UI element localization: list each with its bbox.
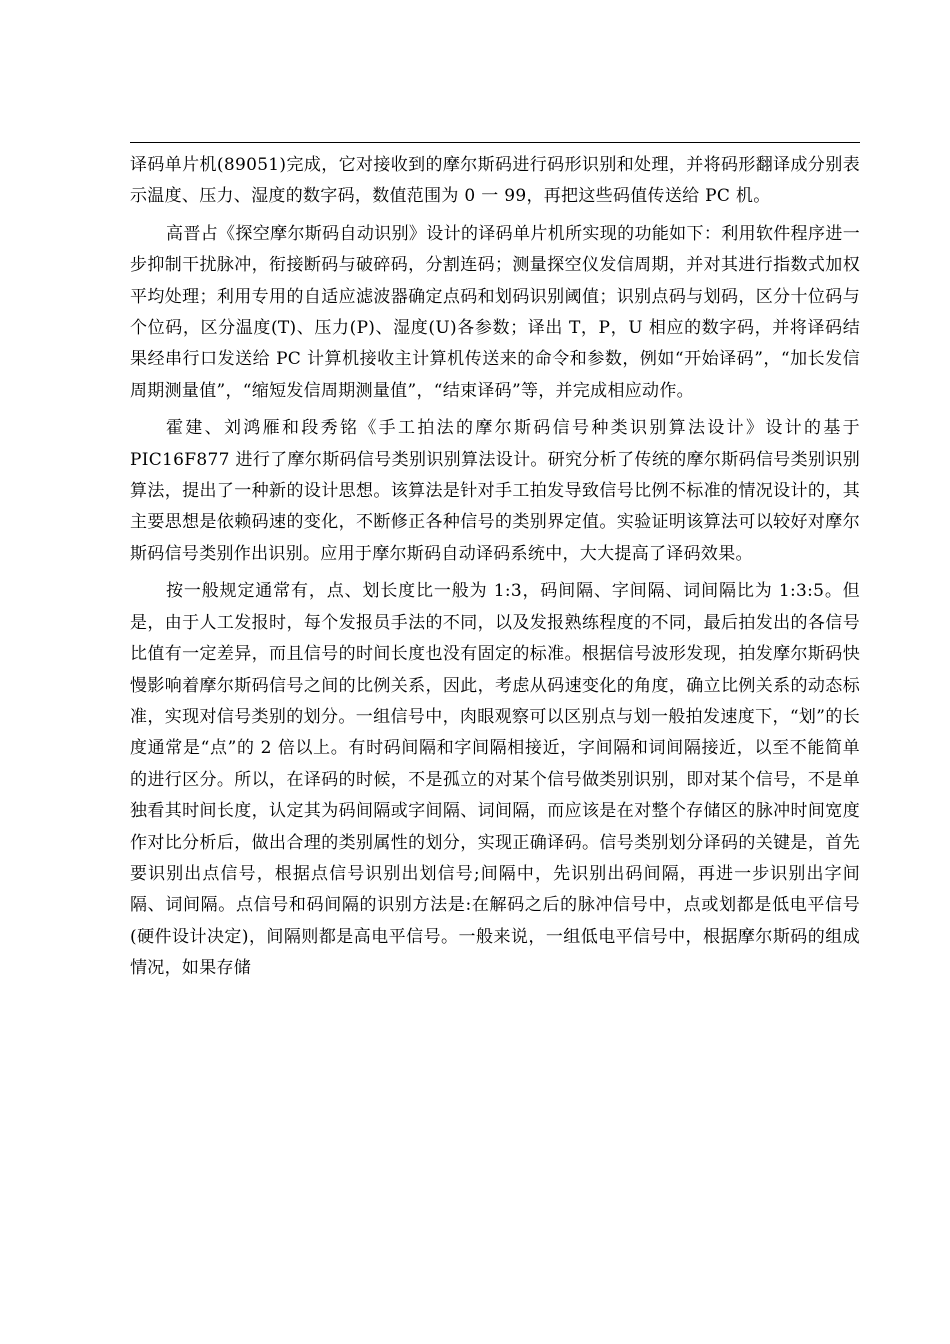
paragraph-gao-jinzhan: 高晋占《探空摩尔斯码自动识别》设计的译码单片机所实现的功能如下：利用软件程序进一步抑制干扰脉冲，衔接断码与破碎码，分割连码；测量探空仪发信周期，并对其进行指数式加权平均处理；利用专用的自适应滤波器确定点码和划码识别阈值；识别点码与划码，区分十位码与个位码，区分温度(T)、压力(P)、湿度(U)各参数；译出 T，P，U 相应的数字码，并将译码结果经串行口发送给 PC 计算机接收主计算机传送来的命令和参数，例如“开始译码”，“加长发信周期测量值”，“缩短发信周期测量值”，“结束译码”等，并完成相应动作。 [130,223,860,401]
paragraph-huo-jian: 霍建、刘鸿雁和段秀铭《手工拍法的摩尔斯码信号种类识别算法设计》设计的基于 PIC16F877 进行了摩尔斯码信号类别识别算法设计。研究分析了传统的摩尔斯码信号类别识别算法，提出了一种新的设计思想。该算法是针对手工拍发导致信号比例不标准的情况设计的，其主要思想是依赖码速的变化，不断修正各种信号的类别界定值。实验证明该算法可以较好对摩尔斯码信号类别作出识别。应用于摩尔斯码自动译码系统中，大大提高了译码效果。 [130,418,860,564]
paragraph-continuation: 译码单片机(89051)完成，它对接收到的摩尔斯码进行码形识别和处理，并将码形翻译成分别表示温度、压力、湿度的数字码，数值范围为 0 一 99，再把这些码值传送给 PC 机。 [130,155,860,207]
document-body [130,150,860,991]
header-rule [130,142,860,143]
paragraph-ratio-rules: 按一般规定通常有，点、划长度比一般为 1:3，码间隔、字间隔、词间隔比为 1:3:5。但是，由于人工发报时，每个发报员手法的不同，以及发报熟练程度的不同，最后拍发出的各信号比值有一定差异，而且信号的时间长度也没有固定的标准。根据信号波形发现，拍发摩尔斯码快慢影响着摩尔斯码信号之间的比例关系，因此，考虑从码速变化的角度，确立比例关系的动态标准，实现对信号类别的划分。一组信号中，肉眼观察可以区别点与划一般拍发速度下，“划”的长度通常是“点”的 2 倍以上。有时码间隔和字间隔相接近，字间隔和词间隔接近，以至不能简单的进行区分。所以，在译码的时候，不是孤立的对某个信号做类别识别，即对某个信号，不是单独看其时间长度，认定其为码间隔或字间隔、词间隔，而应该是在对整个存储区的脉冲时间宽度作对比分析后，做出合理的类别属性的划分，实现正确译码。信号类别划分译码的关键是，首先要识别出点信号，根据点信号识别出划信号;间隔中，先识别出码间隔，再进一步识别出字间隔、词间隔。点信号和码间隔的识别方法是:在解码之后的脉冲信号中，点或划都是低电平信号(硬件设计决定)，间隔则都是高电平信号。一般来说，一组低电平信号中，根据摩尔斯码的组成情况，如果存储 [130,581,860,979]
